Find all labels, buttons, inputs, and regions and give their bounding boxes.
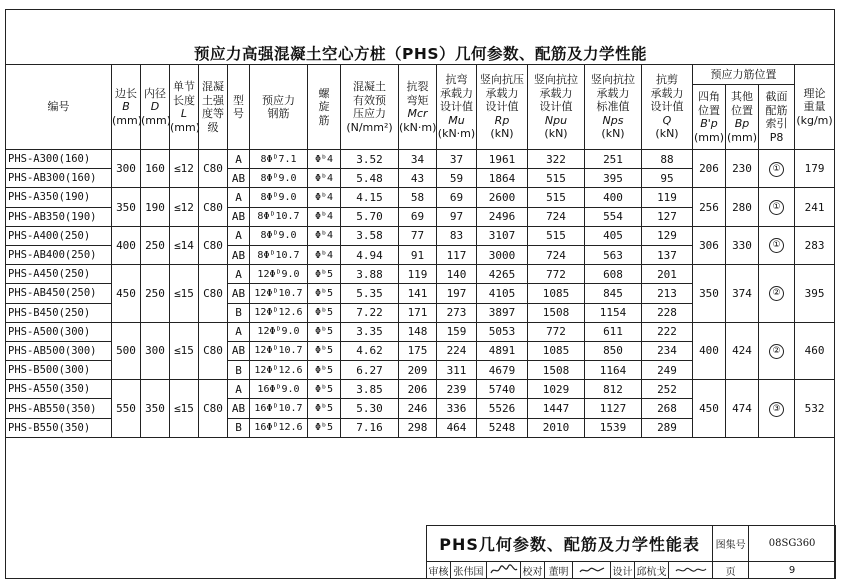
rp-cell: 2496	[477, 207, 528, 226]
q-cell: 222	[642, 322, 693, 341]
mu-cell: 140	[437, 265, 477, 284]
pile-code-cell: PHS-AB300(160)	[6, 169, 112, 188]
design-label: 设计	[611, 562, 635, 579]
segment-length-cell: ≤15	[170, 322, 199, 380]
other-position-cell: 424	[726, 322, 759, 380]
mcr-cell: 148	[399, 322, 437, 341]
inner-diameter-cell: 350	[141, 380, 170, 438]
q-cell: 252	[642, 380, 693, 399]
page-title: 预应力高强混凝土空心方桩（PHS）几何参数、配筋及力学性能	[194, 45, 647, 63]
mcr-cell: 209	[399, 361, 437, 380]
section-index-cell	[759, 226, 795, 264]
type-cell: AB	[228, 399, 250, 418]
mu-cell: 69	[437, 188, 477, 207]
prestress-steel-cell: 8Φᴰ10.7	[250, 245, 308, 264]
type-cell: A	[228, 380, 250, 399]
rp-cell: 5526	[477, 399, 528, 418]
col-weight-header: 理论 重量 (kg/m)	[795, 65, 835, 150]
col-prestress-header: 混凝土 有效预 压应力 (N/mm²)	[341, 65, 399, 150]
pile-code-cell: PHS-AB500(300)	[6, 341, 112, 360]
npu-cell: 515	[528, 169, 585, 188]
weight-cell: 179	[795, 150, 835, 188]
inner-diameter-cell: 160	[141, 150, 170, 188]
mcr-cell: 58	[399, 188, 437, 207]
type-cell: AB	[228, 341, 250, 360]
pile-code-cell: PHS-A450(250)	[6, 265, 112, 284]
corner-position-cell: 256	[693, 188, 726, 226]
mu-cell: 336	[437, 399, 477, 418]
prestress-steel-cell: 16Φᴰ9.0	[250, 380, 308, 399]
weight-cell: 532	[795, 380, 835, 438]
npu-cell: 1508	[528, 303, 585, 322]
rp-cell: 3000	[477, 245, 528, 264]
q-cell: 228	[642, 303, 693, 322]
type-cell: B	[228, 361, 250, 380]
corner-position-cell: 350	[693, 265, 726, 323]
npu-cell: 724	[528, 245, 585, 264]
q-cell: 95	[642, 169, 693, 188]
rp-cell: 4679	[477, 361, 528, 380]
spiral-bar-cell: Φᵇ5	[308, 418, 341, 437]
q-cell: 249	[642, 361, 693, 380]
mcr-cell: 69	[399, 207, 437, 226]
col-section-header: 截面 配筋 索引 P8	[759, 85, 795, 150]
col-npu-header: 竖向抗拉 承载力 设计值 Npu (kN)	[528, 65, 585, 150]
npu-cell: 515	[528, 226, 585, 245]
mcr-cell: 43	[399, 169, 437, 188]
title-block	[426, 525, 836, 579]
col-rp-header: 竖向抗压 承载力 设计值 Rp (kN)	[477, 65, 528, 150]
table-row	[6, 265, 835, 284]
mu-cell: 464	[437, 418, 477, 437]
nps-cell: 554	[585, 207, 642, 226]
pile-code-cell: PHS-AB400(250)	[6, 245, 112, 264]
type-cell: AB	[228, 169, 250, 188]
mcr-cell: 175	[399, 341, 437, 360]
side-length-cell: 500	[112, 322, 141, 380]
mcr-cell: 119	[399, 265, 437, 284]
header-row-1	[6, 65, 835, 85]
rp-cell: 1961	[477, 150, 528, 169]
inner-diameter-cell: 250	[141, 226, 170, 264]
concrete-grade-cell: C80	[199, 188, 228, 226]
spiral-bar-cell: Φᵇ5	[308, 265, 341, 284]
corner-position-cell: 400	[693, 322, 726, 380]
section-index-cell	[759, 150, 795, 188]
prestress-value-cell: 4.15	[341, 188, 399, 207]
type-cell: B	[228, 303, 250, 322]
type-cell: AB	[228, 245, 250, 264]
check-label: 校对	[521, 562, 545, 579]
weight-cell: 241	[795, 188, 835, 226]
type-cell: A	[228, 322, 250, 341]
corner-position-cell: 450	[693, 380, 726, 438]
spiral-bar-cell: Φᵇ5	[308, 380, 341, 399]
weight-cell: 283	[795, 226, 835, 264]
prestress-steel-cell: 12Φᴰ9.0	[250, 322, 308, 341]
mu-cell: 117	[437, 245, 477, 264]
review-label: 审核	[427, 562, 451, 579]
col-mcr-header: 抗裂 弯矩 Mcr (kN·m)	[399, 65, 437, 150]
prestress-steel-cell: 8Φᴰ10.7	[250, 207, 308, 226]
prestress-value-cell: 7.22	[341, 303, 399, 322]
mu-cell: 83	[437, 226, 477, 245]
q-cell: 213	[642, 284, 693, 303]
side-length-cell: 400	[112, 226, 141, 264]
type-cell: AB	[228, 207, 250, 226]
q-cell: 289	[642, 418, 693, 437]
nps-cell: 850	[585, 341, 642, 360]
rp-cell: 3897	[477, 303, 528, 322]
nps-cell: 812	[585, 380, 642, 399]
side-length-cell: 300	[112, 150, 141, 188]
other-position-cell: 230	[726, 150, 759, 188]
npu-cell: 2010	[528, 418, 585, 437]
designer-signature	[669, 562, 713, 579]
q-cell: 201	[642, 265, 693, 284]
prestress-value-cell: 3.88	[341, 265, 399, 284]
col-inner-header: 内径 D (mm)	[141, 65, 170, 150]
checker-name: 董明	[545, 562, 573, 579]
spiral-bar-cell: Φᵇ5	[308, 399, 341, 418]
other-position-cell: 474	[726, 380, 759, 438]
section-index-cell	[759, 265, 795, 323]
nps-cell: 611	[585, 322, 642, 341]
nps-cell: 845	[585, 284, 642, 303]
section-index-circle: ①	[769, 162, 784, 177]
spiral-bar-cell: Φᵇ4	[308, 188, 341, 207]
other-position-cell: 280	[726, 188, 759, 226]
mu-cell: 273	[437, 303, 477, 322]
rp-cell: 2600	[477, 188, 528, 207]
type-cell: A	[228, 265, 250, 284]
col-q-header: 抗剪 承载力 设计值 Q (kN)	[642, 65, 693, 150]
q-cell: 119	[642, 188, 693, 207]
mu-cell: 59	[437, 169, 477, 188]
sheet-title: PHS几何参数、配筋及力学性能表	[427, 526, 713, 562]
npu-cell: 515	[528, 188, 585, 207]
prestress-steel-cell: 8Φᴰ9.0	[250, 188, 308, 207]
designer-name: 邱杭戈	[635, 562, 669, 579]
mcr-cell: 91	[399, 245, 437, 264]
segment-length-cell: ≤15	[170, 380, 199, 438]
page-number: 9	[749, 562, 836, 579]
pile-code-cell: PHS-AB450(250)	[6, 284, 112, 303]
type-cell: AB	[228, 284, 250, 303]
nps-cell: 563	[585, 245, 642, 264]
mcr-cell: 298	[399, 418, 437, 437]
prestress-steel-cell: 16Φᴰ10.7	[250, 399, 308, 418]
prestress-steel-cell: 16Φᴰ12.6	[250, 418, 308, 437]
section-index-cell	[759, 380, 795, 438]
prestress-steel-cell: 12Φᴰ12.6	[250, 303, 308, 322]
pile-code-cell: PHS-A300(160)	[6, 150, 112, 169]
type-cell: A	[228, 226, 250, 245]
nps-cell: 400	[585, 188, 642, 207]
type-cell: A	[228, 188, 250, 207]
mu-cell: 159	[437, 322, 477, 341]
mu-cell: 239	[437, 380, 477, 399]
nps-cell: 1164	[585, 361, 642, 380]
nps-cell: 1539	[585, 418, 642, 437]
nps-cell: 251	[585, 150, 642, 169]
mcr-cell: 34	[399, 150, 437, 169]
table-row	[6, 226, 835, 245]
npu-cell: 772	[528, 265, 585, 284]
mu-cell: 197	[437, 284, 477, 303]
pile-code-cell: PHS-AB550(350)	[6, 399, 112, 418]
rp-cell: 5053	[477, 322, 528, 341]
concrete-grade-cell: C80	[199, 322, 228, 380]
col-other-header: 其他 位置 Bp (mm)	[726, 85, 759, 150]
col-spiral-header: 螺 旋 筋	[308, 65, 341, 150]
spiral-bar-cell: Φᵇ4	[308, 169, 341, 188]
other-position-cell: 330	[726, 226, 759, 264]
nps-cell: 608	[585, 265, 642, 284]
prestress-value-cell: 3.58	[341, 226, 399, 245]
rp-cell: 5740	[477, 380, 528, 399]
rp-cell: 4891	[477, 341, 528, 360]
prestress-steel-cell: 8Φᴰ9.0	[250, 169, 308, 188]
concrete-grade-cell: C80	[199, 226, 228, 264]
prestress-value-cell: 3.35	[341, 322, 399, 341]
weight-cell: 395	[795, 265, 835, 323]
concrete-grade-cell: C80	[199, 150, 228, 188]
reviewer-signature	[487, 562, 521, 579]
rp-cell: 4105	[477, 284, 528, 303]
q-cell: 137	[642, 245, 693, 264]
segment-length-cell: ≤15	[170, 265, 199, 323]
prestress-value-cell: 5.48	[341, 169, 399, 188]
type-cell: B	[228, 418, 250, 437]
col-mu-header: 抗弯 承载力 设计值 Mu (kN·m)	[437, 65, 477, 150]
rp-cell: 3107	[477, 226, 528, 245]
prestress-steel-cell: 8Φᴰ9.0	[250, 226, 308, 245]
spiral-bar-cell: Φᵇ5	[308, 284, 341, 303]
spiral-bar-cell: Φᵇ4	[308, 245, 341, 264]
col-nps-header: 竖向抗拉 承载力 标准值 Nps (kN)	[585, 65, 642, 150]
corner-position-cell: 306	[693, 226, 726, 264]
page-label: 页	[713, 562, 749, 579]
col-length-header: 单节 长度 L (mm)	[170, 65, 199, 150]
side-length-cell: 350	[112, 188, 141, 226]
npu-cell: 724	[528, 207, 585, 226]
table-row	[6, 150, 835, 169]
rp-cell: 4265	[477, 265, 528, 284]
spiral-bar-cell: Φᵇ5	[308, 341, 341, 360]
spiral-bar-cell: Φᵇ5	[308, 361, 341, 380]
pile-code-cell: PHS-B450(250)	[6, 303, 112, 322]
prestress-steel-cell: 8Φᴰ7.1	[250, 150, 308, 169]
col-steel-header: 预应力 钢筋	[250, 65, 308, 150]
inner-diameter-cell: 300	[141, 322, 170, 380]
rp-cell: 5248	[477, 418, 528, 437]
mu-cell: 37	[437, 150, 477, 169]
pile-code-cell: PHS-AB350(190)	[6, 207, 112, 226]
prestress-value-cell: 5.70	[341, 207, 399, 226]
section-index-circle: ①	[769, 238, 784, 253]
prestress-value-cell: 4.62	[341, 341, 399, 360]
mu-cell: 224	[437, 341, 477, 360]
concrete-grade-cell: C80	[199, 380, 228, 438]
atlas-number: 08SG360	[749, 526, 836, 562]
pile-code-cell: PHS-B500(300)	[6, 361, 112, 380]
nps-cell: 1154	[585, 303, 642, 322]
corner-position-cell: 206	[693, 150, 726, 188]
mcr-cell: 206	[399, 380, 437, 399]
prestress-value-cell: 5.30	[341, 399, 399, 418]
mu-cell: 97	[437, 207, 477, 226]
prestress-steel-cell: 12Φᴰ10.7	[250, 284, 308, 303]
mcr-cell: 171	[399, 303, 437, 322]
section-index-circle: ①	[769, 200, 784, 215]
prestress-value-cell: 4.94	[341, 245, 399, 264]
q-cell: 234	[642, 341, 693, 360]
section-index-circle: ③	[769, 402, 784, 417]
table-row	[6, 188, 835, 207]
prestress-steel-cell: 12Φᴰ9.0	[250, 265, 308, 284]
npu-cell: 322	[528, 150, 585, 169]
segment-length-cell: ≤12	[170, 150, 199, 188]
pile-code-cell: PHS-A500(300)	[6, 322, 112, 341]
pile-parameters-table	[5, 64, 835, 438]
side-length-cell: 550	[112, 380, 141, 438]
col-corner-header: 四角 位置 B'p (mm)	[693, 85, 726, 150]
rp-cell: 1864	[477, 169, 528, 188]
pile-code-cell: PHS-A350(190)	[6, 188, 112, 207]
prestress-value-cell: 6.27	[341, 361, 399, 380]
segment-length-cell: ≤14	[170, 226, 199, 264]
mu-cell: 311	[437, 361, 477, 380]
prestress-steel-cell: 12Φᴰ10.7	[250, 341, 308, 360]
nps-cell: 1127	[585, 399, 642, 418]
npu-cell: 1447	[528, 399, 585, 418]
prestress-value-cell: 3.52	[341, 150, 399, 169]
prestress-steel-cell: 12Φᴰ12.6	[250, 361, 308, 380]
prestress-value-cell: 3.85	[341, 380, 399, 399]
atlas-label: 图集号	[713, 526, 749, 562]
q-cell: 88	[642, 150, 693, 169]
table-row	[6, 380, 835, 399]
reviewer-name: 张伟国	[451, 562, 487, 579]
pile-code-cell: PHS-B550(350)	[6, 418, 112, 437]
col-grade-header: 混凝 土强 度等 级	[199, 65, 228, 150]
segment-length-cell: ≤12	[170, 188, 199, 226]
section-index-cell	[759, 188, 795, 226]
table-body	[6, 150, 835, 438]
inner-diameter-cell: 190	[141, 188, 170, 226]
mcr-cell: 246	[399, 399, 437, 418]
col-code-header: 编号	[6, 65, 112, 150]
spiral-bar-cell: Φᵇ4	[308, 150, 341, 169]
section-index-circle: ②	[769, 344, 784, 359]
q-cell: 127	[642, 207, 693, 226]
q-cell: 268	[642, 399, 693, 418]
section-index-cell	[759, 322, 795, 380]
checker-signature	[573, 562, 611, 579]
spiral-bar-cell: Φᵇ5	[308, 303, 341, 322]
other-position-cell: 374	[726, 265, 759, 323]
spiral-bar-cell: Φᵇ4	[308, 207, 341, 226]
concrete-grade-cell: C80	[199, 265, 228, 323]
npu-cell: 1085	[528, 284, 585, 303]
weight-cell: 460	[795, 322, 835, 380]
side-length-cell: 450	[112, 265, 141, 323]
col-side-header: 边长 B (mm)	[112, 65, 141, 150]
pile-code-cell: PHS-A550(350)	[6, 380, 112, 399]
col-group-position-header: 预应力筋位置	[693, 65, 795, 85]
nps-cell: 405	[585, 226, 642, 245]
table-row	[6, 322, 835, 341]
mcr-cell: 77	[399, 226, 437, 245]
npu-cell: 1085	[528, 341, 585, 360]
type-cell: A	[228, 150, 250, 169]
col-type-header: 型 号	[228, 65, 250, 150]
nps-cell: 395	[585, 169, 642, 188]
prestress-value-cell: 7.16	[341, 418, 399, 437]
prestress-value-cell: 5.35	[341, 284, 399, 303]
spiral-bar-cell: Φᵇ5	[308, 322, 341, 341]
mcr-cell: 141	[399, 284, 437, 303]
spiral-bar-cell: Φᵇ4	[308, 226, 341, 245]
q-cell: 129	[642, 226, 693, 245]
npu-cell: 772	[528, 322, 585, 341]
npu-cell: 1029	[528, 380, 585, 399]
pile-code-cell: PHS-A400(250)	[6, 226, 112, 245]
npu-cell: 1508	[528, 361, 585, 380]
section-index-circle: ②	[769, 286, 784, 301]
inner-diameter-cell: 250	[141, 265, 170, 323]
